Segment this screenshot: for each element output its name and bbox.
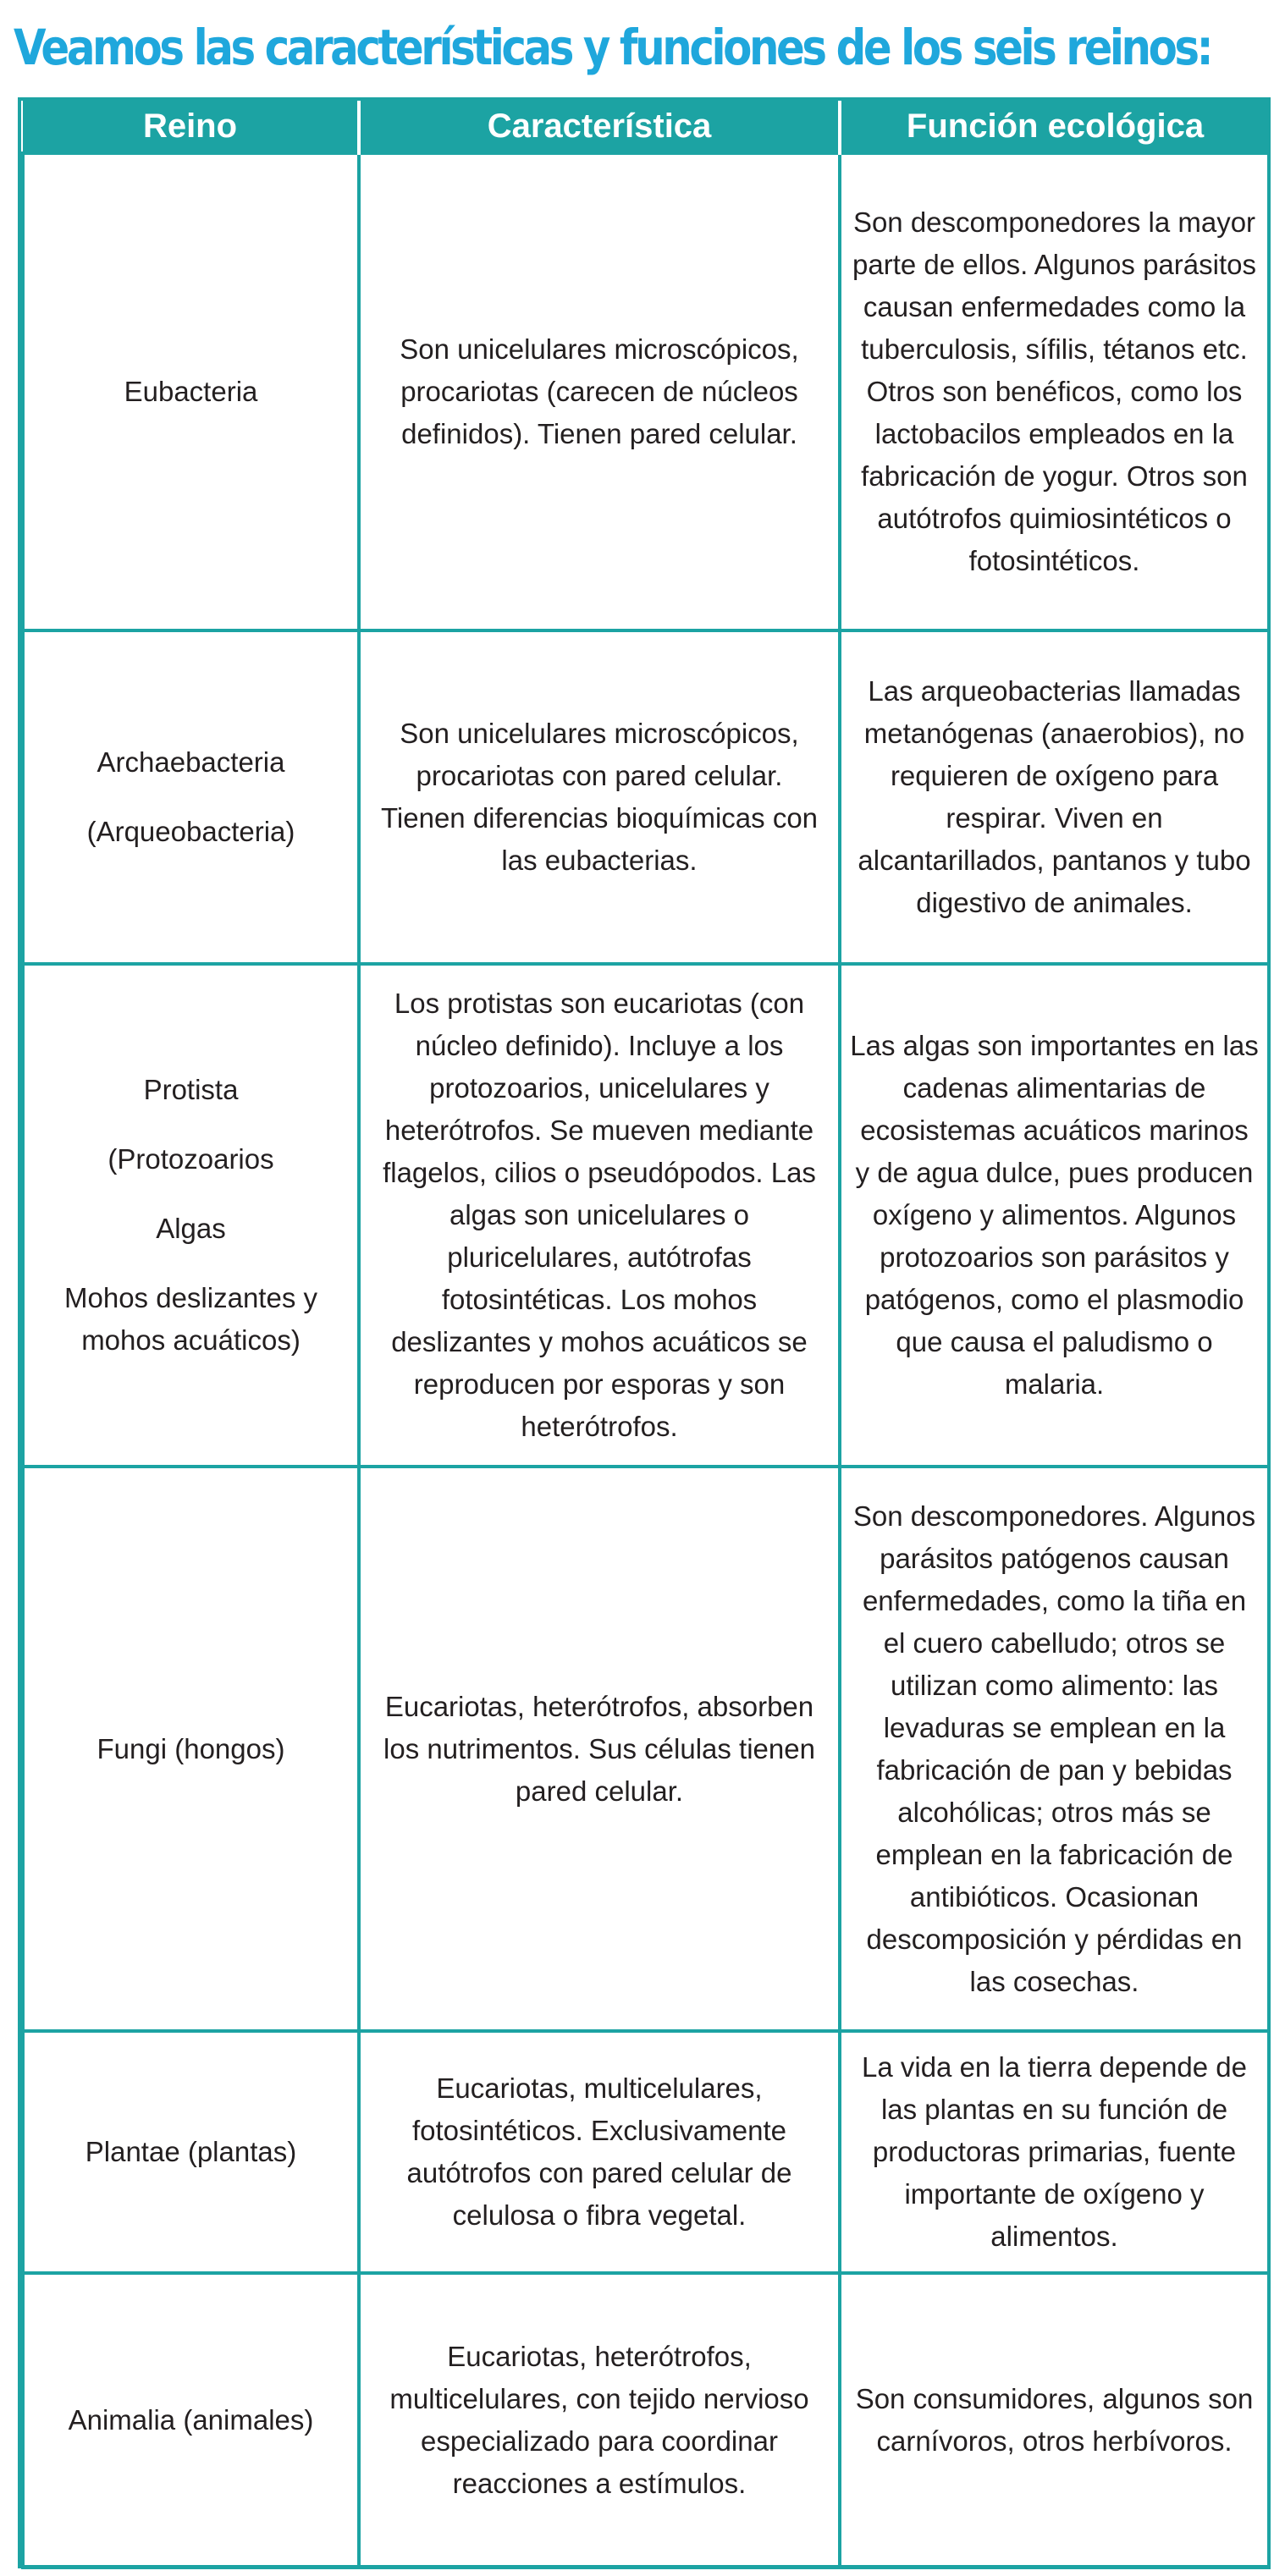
reino-name: Eubacteria	[124, 376, 258, 407]
caracteristica-cell: Son unicelulares microscópicos, procariotas (carecen de núcleos definidos). Tienen pared celular.	[359, 153, 840, 630]
table-row	[23, 153, 1269, 630]
reino-name: Protista	[143, 1074, 239, 1105]
caracteristica-cell: Eucariotas, heterótrofos, absorben los nutrimentos. Sus células tienen pared celular.	[359, 1467, 840, 2031]
reino-cell	[23, 153, 359, 630]
caracteristica-cell: Eucariotas, multicelulares, fotosintéticos. Exclusivamente autótrofos con pared celular de celulosa o fibra vegetal.	[359, 2031, 840, 2273]
reino-subgroup: (Protozoarios	[108, 1143, 274, 1175]
table-row	[23, 964, 1269, 1467]
funcion-cell: Son consumidores, algunos son carnívoros, otros herbívoros.	[840, 2273, 1269, 2568]
reino-name-alt: (Arqueobacteria)	[86, 816, 295, 847]
reino-cell	[23, 2273, 359, 2568]
funcion-cell: Las arqueobacterias llamadas metanógenas (anaerobios), no requieren de oxígeno para respirar. Viven en alcantarillados, pantanos y tubo digestivo de animales.	[840, 630, 1269, 964]
caracteristica-cell: Eucariotas, heterótrofos, multicelulares, con tejido nervioso especializado para coordinar reacciones a estímulos.	[359, 2273, 840, 2568]
header-reino: Reino	[23, 101, 359, 153]
header-caracteristica: Característica	[359, 101, 840, 153]
table-row	[23, 2031, 1269, 2273]
funcion-cell: Son descomponedores la mayor parte de ellos. Algunos parásitos causan enfermedades como la tuberculosis, sífilis, tétanos etc. Otros son benéficos, como los lactobacilos empleados en la fabricación de yogur. Otros son autótrofos quimiosintéticos o fotosintéticos.	[840, 153, 1269, 630]
table-header-row	[23, 101, 1269, 153]
reino-cell	[23, 2031, 359, 2273]
table-row	[23, 630, 1269, 964]
reino-name: Fungi (hongos)	[97, 1732, 285, 1764]
reino-subgroup: Algas	[156, 1213, 226, 1244]
table-row	[23, 1467, 1269, 2031]
reino-name: Plantae (plantas)	[85, 2136, 297, 2167]
caracteristica-cell: Son unicelulares microscópicos, procariotas con pared celular. Tienen diferencias bioquímicas con las eubacterias.	[359, 630, 840, 964]
funcion-cell: Las algas son importantes en las cadenas alimentarias de ecosistemas acuáticos marinos y de agua dulce, pues producen oxígeno y alimentos. Algunos protozoarios son parásitos y patógenos, como el plasmodio que causa el paludismo o malaria.	[840, 964, 1269, 1467]
kingdoms-table	[18, 97, 1271, 2568]
reino-cell	[23, 1467, 359, 2031]
page-title: Veamos las características y funciones de los seis reinos:	[14, 19, 1211, 76]
reino-cell	[23, 964, 359, 1467]
header-funcion: Función ecológica	[840, 101, 1269, 153]
reino-name: Archaebacteria	[97, 746, 285, 778]
reino-name: Animalia (animales)	[68, 2404, 314, 2436]
reino-subgroup: Mohos deslizantes y	[64, 1282, 317, 1313]
funcion-cell: Son descomponedores. Algunos parásitos patógenos causan enfermedades, como la tiña en el cuero cabelludo; otros se utilizan como alimento: las levaduras se emplean en la fabricación de pan y bebidas alcohólicas; otros más se emplean en la fabricación de antibióticos. Ocasionan descomposición y pérdidas en las cosechas.	[840, 1467, 1269, 2031]
reino-subgroup: mohos acuáticos)	[81, 1324, 301, 1356]
table-row	[23, 2273, 1269, 2568]
reino-cell	[23, 630, 359, 964]
funcion-cell: La vida en la tierra depende de las plantas en su función de productoras primarias, fuente importante de oxígeno y alimentos.	[840, 2031, 1269, 2273]
caracteristica-cell: Los protistas son eucariotas (con núcleo definido). Incluye a los protozoarios, unicelulares y heterótrofos. Se mueven mediante flagelos, cilios o pseudópodos. Las algas son unicelulares o pluricelulares, autótrofas fotosintéticas. Los mohos deslizantes y mohos acuáticos se reproducen por esporas y son heterótrofos.	[359, 964, 840, 1467]
